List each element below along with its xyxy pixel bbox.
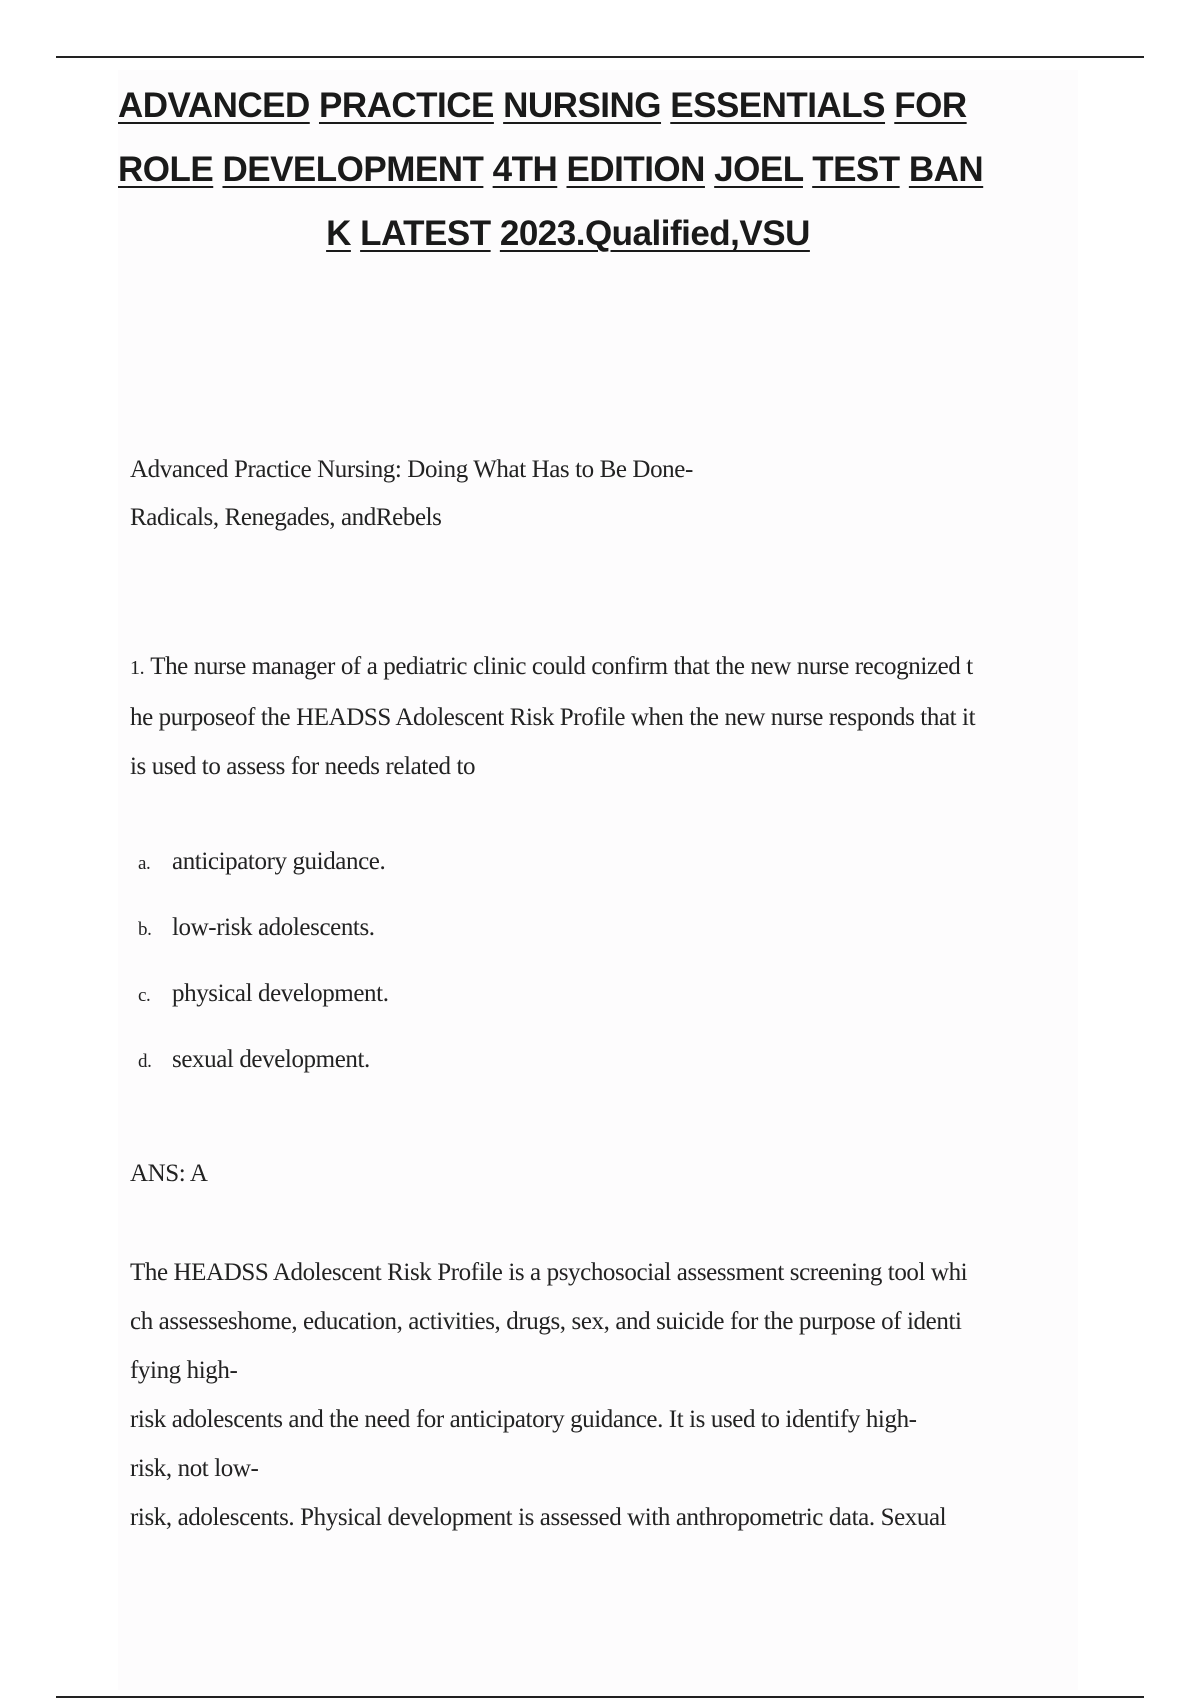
option-letter: d.: [138, 1051, 152, 1072]
title-word: NURSING: [503, 86, 662, 125]
question-text: The nurse manager of a pediatric clinic could confirm that the new nurse recognized t: [150, 653, 973, 680]
section-heading-line: Radicals, Renegades, andRebels: [130, 504, 442, 531]
title-line-3: [118, 202, 1078, 266]
option-letter: a.: [138, 853, 151, 874]
title-word: ROLE: [118, 150, 214, 189]
title-word: K: [326, 214, 351, 253]
title-word: ADVANCED: [118, 86, 310, 125]
rationale-line: ch assesseshome, education, activities, drugs, sex, and suicide for the purpose of identi: [130, 1308, 962, 1335]
option-letter: c.: [138, 985, 151, 1006]
title-word: LATEST: [360, 214, 491, 253]
option-d: [138, 1036, 389, 1102]
title-word: 2023.Qualified,VSU: [499, 214, 810, 253]
answer-key: ANS: A: [130, 1160, 208, 1187]
section-heading: [130, 446, 693, 542]
rationale-line: The HEADSS Adolescent Risk Profile is a psychosocial assessment screening tool whi: [130, 1259, 968, 1286]
section-heading-line: Advanced Practice Nursing: Doing What Has to Be Done-: [130, 456, 693, 483]
answer-options: [138, 838, 389, 1102]
option-b: [138, 904, 389, 970]
option-a: [138, 838, 389, 904]
option-text: anticipatory guidance.: [172, 848, 386, 875]
option-text: sexual development.: [172, 1046, 370, 1073]
question-number: 1.: [130, 657, 145, 679]
rationale-line: risk, not low-: [130, 1455, 259, 1482]
title-line-1: [118, 74, 1078, 138]
title-word: FOR: [894, 86, 967, 125]
document-title: [118, 74, 1078, 266]
option-text: physical development.: [172, 980, 389, 1007]
title-word: BAN: [908, 150, 984, 189]
title-word: EDITION: [566, 150, 705, 189]
option-text: low-risk adolescents.: [172, 914, 375, 941]
option-letter: b.: [138, 919, 152, 940]
title-word: PRACTICE: [318, 86, 494, 125]
title-line-2: [118, 138, 1078, 202]
rationale-line: risk, adolescents. Physical development is assessed with anthropometric data. Sexual: [130, 1504, 947, 1531]
bottom-rule: [56, 1696, 1144, 1698]
option-c: [138, 970, 389, 1036]
question-line: he purposeof the HEADSS Adolescent Risk Profile when the new nurse responds that it: [130, 704, 976, 731]
title-word: TEST: [812, 150, 900, 189]
question-line: [130, 642, 975, 693]
title-word: DEVELOPMENT: [222, 150, 484, 189]
document-page: [118, 70, 1078, 1690]
title-word: ESSENTIALS: [670, 86, 886, 125]
title-word: JOEL: [714, 150, 803, 189]
question-line: is used to assess for needs related to: [130, 753, 476, 780]
question-stem: [130, 642, 975, 791]
title-word: 4TH: [492, 150, 558, 189]
rationale: [130, 1248, 967, 1542]
rationale-line: risk adolescents and the need for anticipatory guidance. It is used to identify high-: [130, 1406, 917, 1433]
top-rule: [56, 56, 1144, 58]
rationale-line: fying high-: [130, 1357, 238, 1384]
